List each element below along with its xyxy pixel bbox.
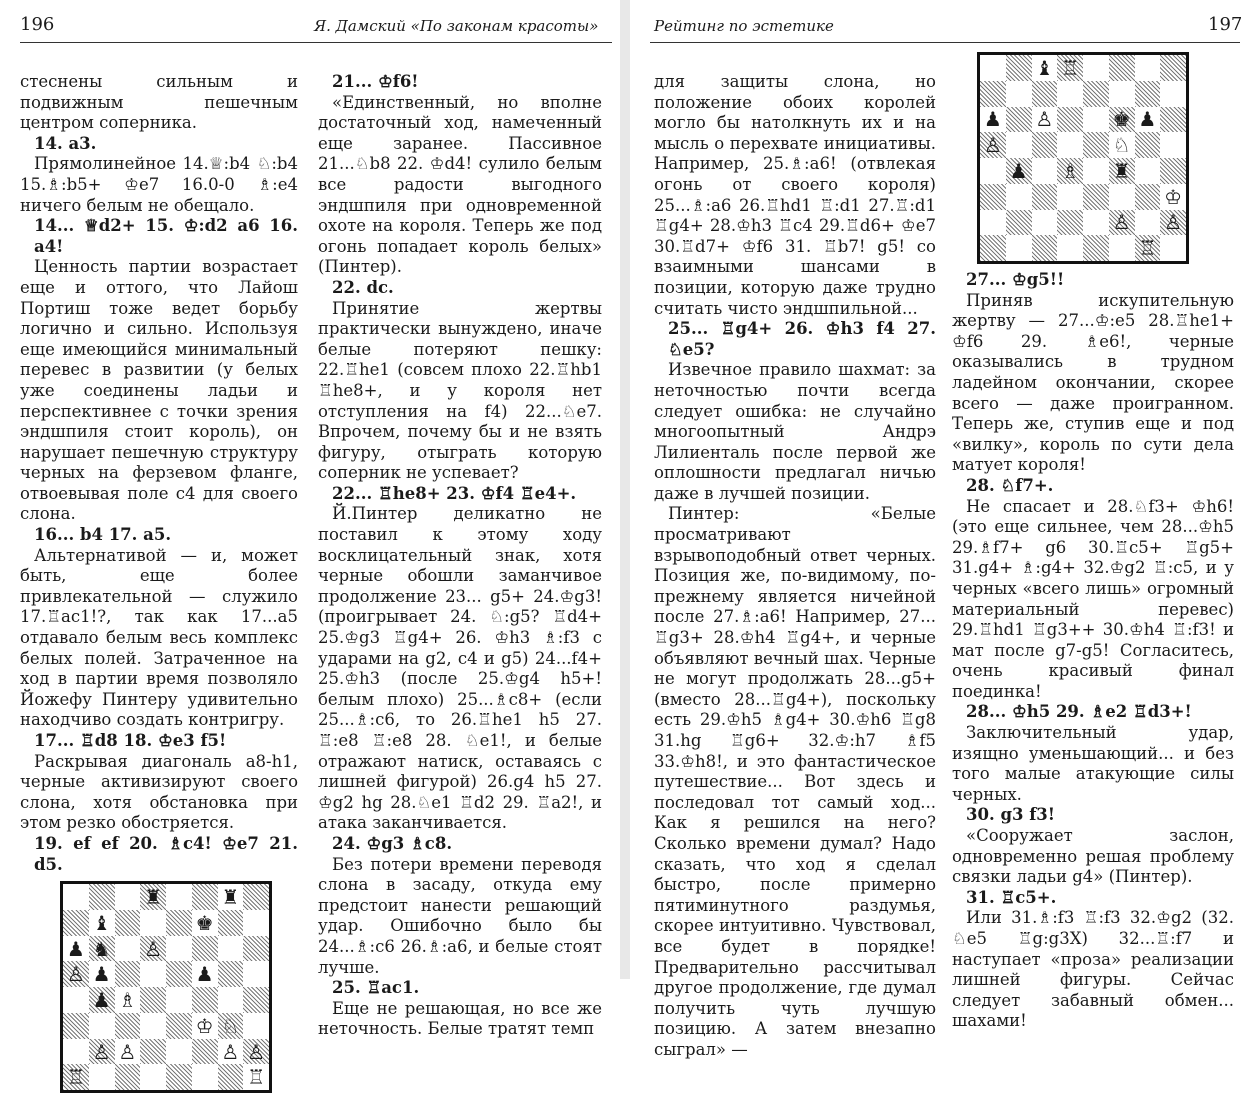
board-square <box>1109 107 1135 133</box>
board-square <box>1083 132 1109 158</box>
board-square <box>243 1064 269 1090</box>
board-square <box>218 961 244 987</box>
board-square <box>140 1064 166 1090</box>
board-square <box>1057 184 1083 210</box>
board-square <box>1057 235 1083 261</box>
board-square <box>1057 158 1083 184</box>
chess-piece-icon: ♟ <box>1009 158 1028 183</box>
board-square <box>63 1039 89 1065</box>
board-square <box>1057 55 1083 81</box>
board-square <box>1109 235 1135 261</box>
chess-piece-icon: ♙ <box>118 1039 137 1064</box>
left-running-header: Я. Дамский «По законам красоты» <box>314 17 599 35</box>
right-page <box>630 0 1254 1059</box>
commentary-paragraph: Ценность партии возрастает еще и оттого, что Лайош Портиш тоже ведет борьбу логично и сильно. Используя еще имеющийся минимальный перевес в развитии (у белых уже соединены ладьи и перспективнее с точки зрения эндшпиля стоит король), он нарушает пешечную структуру черных на ферзевом фланге, отвоевывая поле c4 для своего слона. <box>20 257 298 524</box>
chess-piece-icon: ♖ <box>1138 236 1157 261</box>
board-square <box>1006 132 1032 158</box>
board-square <box>1057 107 1083 133</box>
board-square <box>192 1064 218 1090</box>
chess-piece-icon: ♔ <box>1164 184 1183 209</box>
left-column-1-text <box>20 72 298 875</box>
board-square <box>218 1064 244 1090</box>
commentary-paragraph: Пинтер: «Белые просматривают взрывоподобный ответ черных. Позиция же, по-видимому, по-прежнему является ничейной после 27.♗:a6! Например, 27... ♖g3+ 28.♔h4 ♖g4+, и черные объявляют вечный шах. Черные не могут продолжать 28...g5+ (вместо 28...♖g4+), поскольку есть 29.♔h5 ♗g4+ 30.♔h6 ♖g8 31.hg ♖g6+ 32.♔:h7 ♗f5 33.♔h8!, и это фантастическое путешествие... Вот здесь и последовал тот самый ход... Как я решился на него? Сколько времени думал? Надо сказать, что ход я сделал быстро, после примерно пятиминутного раздумья, скорее интуитивно. Чувствовал, все будет в порядке! Предварительно рассчитывал другое продолжение, где думал получить чуть лучшую позицию. А затем внезапно сыграл» — <box>654 504 936 1059</box>
board-square <box>115 936 141 962</box>
board-square <box>1109 55 1135 81</box>
board-square <box>1160 158 1186 184</box>
move-line: 14. a3. <box>34 133 97 153</box>
chess-piece-icon: ♜ <box>1112 158 1131 183</box>
board-square <box>980 81 1006 107</box>
chess-piece-icon: ♖ <box>247 1065 266 1090</box>
board-square <box>1109 81 1135 107</box>
commentary-paragraph: Й.Пинтер деликатно не поставил к этому ходу восклицательный знак, хотя черные обошли заманчивое продолжение 23... g5+ 24.♔g3! (проигрывает 24. ♘:g5? ♖d4+ 25.♔g3 ♖g4+ 26. ♔h3 ♗:f3 с ударами на g2, c4 и g5) 24...f4+ 25.♔h3 (после 25.♔g4 h5+! белым плохо) 25...♗c8+ (если 25...♗:c6, то 26.♖he1 h5 27. ♖:e8 ♖:e8 28. ♘e1!, и белые отражают натиск, оставаясь с лишней фигурой) 26.g4 h5 27. ♔g2 hg 28.♘e1 ♖d2 29. ♖a2!, и атака заканчивается. <box>318 504 602 833</box>
board-square <box>1083 55 1109 81</box>
board-square <box>1057 132 1083 158</box>
left-column-2-text <box>318 72 602 1040</box>
board-square <box>89 987 115 1013</box>
commentary-paragraph: Раскрывая диагональ a8-h1, черные активизируют своего слона, хотя обстановка при этом резко обостряется. <box>20 751 298 833</box>
board-square <box>63 987 89 1013</box>
move-line: 31. ♖c5+. <box>966 887 1057 907</box>
move-line: 22... ♖he8+ 23. ♔f4 ♖e4+. <box>332 483 577 503</box>
board-square <box>243 884 269 910</box>
board-square <box>1109 210 1135 236</box>
chess-piece-icon: ♔ <box>195 1013 214 1038</box>
commentary-paragraph: Без потери времени переводя слона в засаду, откуда ему предстоит нанести решающий удар. Ошибочно было бы 24...♗:c6 26.♗:a6, и белые стоят лучше. <box>318 854 602 977</box>
chess-piece-icon: ♙ <box>92 1039 111 1064</box>
board-square <box>1135 158 1161 184</box>
chess-piece-icon: ♖ <box>66 1065 85 1090</box>
move-line: 16... b4 17. a5. <box>34 525 172 545</box>
board-square <box>243 1039 269 1065</box>
board-square <box>89 936 115 962</box>
board-square <box>1135 184 1161 210</box>
chess-diagram-right <box>977 52 1189 264</box>
board-square <box>166 1013 192 1039</box>
board-square <box>980 235 1006 261</box>
right-running-header: Рейтинг по эстетике <box>654 17 834 35</box>
board-square <box>1032 81 1058 107</box>
board-square <box>89 1039 115 1065</box>
board-square <box>166 961 192 987</box>
board-square <box>1083 210 1109 236</box>
chess-piece-icon: ♟ <box>1138 107 1157 132</box>
board-square <box>980 158 1006 184</box>
move-line: 21... ♔f6! <box>332 72 419 91</box>
board-square <box>115 987 141 1013</box>
right-column-2-text <box>952 270 1234 1032</box>
move-line: 17... ♖d8 18. ♔e3 f5! <box>34 731 227 750</box>
board-square <box>89 1064 115 1090</box>
chess-piece-icon: ♙ <box>66 962 85 987</box>
board-square <box>1135 132 1161 158</box>
board-square <box>140 961 166 987</box>
chess-piece-icon: ♗ <box>118 988 137 1013</box>
board-square <box>140 987 166 1013</box>
board-square <box>63 884 89 910</box>
commentary-paragraph: Еще не решающая, но все же неточность. Белые тратят темп <box>318 998 602 1039</box>
board-square <box>218 910 244 936</box>
board-square <box>140 884 166 910</box>
board-square <box>1109 132 1135 158</box>
move-line: 30. g3 f3! <box>966 805 1056 825</box>
commentary-paragraph: Приняв искупительную жертву — 27...♔:e5 28.♖he1+ ♔f6 29. ♗e6!, черные оказывались в трудном ладейном окончании, скорее всего — даже проигранном. Теперь же, ступив еще и под «вилку», король по сути дела матует короля! <box>952 290 1234 475</box>
chess-piece-icon: ♝ <box>92 910 111 935</box>
commentary-paragraph: «Единственный, но вполне достаточный ход, намеченный еще заранее. Пассивное 21...♘b8 22. ♔d4! сулило белым все радости выгодного эндшпиля при одновременной охоте на короля. Теперь же под огонь попадает король белых» (Пинтер). <box>318 92 602 277</box>
commentary-paragraph: Извечное правило шахмат: за неточностью почти всегда следует ошибка: не случайно многоопытный Андрэ Лилиенталь после первой же оплошности предлагал ничью даже в лучшей позиции. <box>654 360 936 503</box>
board-square <box>980 132 1006 158</box>
board-square <box>1006 210 1032 236</box>
board-square <box>1006 184 1032 210</box>
right-column-1-text <box>654 72 936 1061</box>
board-square <box>1083 235 1109 261</box>
commentary-paragraph: Прямолинейное 14.♕:b4 ♘:b4 15.♗:b5+ ♔e7 16.0-0 ♗:e4 ничего белым не обещало. <box>20 154 298 215</box>
chess-piece-icon: ♟ <box>983 107 1002 132</box>
board-square <box>140 936 166 962</box>
chess-piece-icon: ♘ <box>221 1013 240 1038</box>
board-square <box>89 910 115 936</box>
board-square <box>140 910 166 936</box>
left-page <box>0 0 620 1090</box>
board-square <box>1006 235 1032 261</box>
move-line: 22. dc. <box>332 277 394 297</box>
chess-piece-icon: ♘ <box>1112 133 1131 158</box>
book-gutter <box>620 0 630 979</box>
board-square <box>1032 107 1058 133</box>
board-square <box>1160 210 1186 236</box>
move-line: 14... ♕d2+ 15. ♔:d2 a6 16. a4! <box>34 216 298 256</box>
chess-piece-icon: ♚ <box>1112 107 1131 132</box>
board-square <box>115 1013 141 1039</box>
left-header-rule <box>20 42 612 43</box>
board-square <box>166 910 192 936</box>
move-line: 25. ♖ac1. <box>332 978 420 998</box>
chess-piece-icon: ♟ <box>92 988 111 1013</box>
board-square <box>1135 55 1161 81</box>
left-column-1 <box>20 72 298 1093</box>
board-square <box>166 1039 192 1065</box>
board-square <box>166 1064 192 1090</box>
board-square <box>1160 81 1186 107</box>
board-square <box>1135 81 1161 107</box>
move-line: 28... ♔h5 29. ♗e2 ♖d3+! <box>966 702 1192 722</box>
board-square <box>980 55 1006 81</box>
board-square <box>980 210 1006 236</box>
board-square <box>1032 210 1058 236</box>
chess-piece-icon: ♜ <box>144 885 163 910</box>
right-column-2 <box>952 52 1234 1032</box>
board-square <box>140 1013 166 1039</box>
chess-piece-icon: ♜ <box>221 885 240 910</box>
board-square <box>166 884 192 910</box>
right-page-number: 197 <box>1208 14 1243 35</box>
board-square <box>192 1013 218 1039</box>
left-page-number: 196 <box>20 14 55 35</box>
board-square <box>140 1039 166 1065</box>
move-line: 27... ♔g5!! <box>966 270 1065 289</box>
board-square <box>1160 184 1186 210</box>
board-square <box>243 910 269 936</box>
board-square <box>192 936 218 962</box>
commentary-paragraph: Заключительный удар, изящно уменьшающий... и без того малые атакующие силы черных. <box>952 723 1234 804</box>
board-square <box>243 987 269 1013</box>
commentary-paragraph: Альтернативой — и, может быть, еще более привлекательной — служило 17.♖ac1!?, так как 17...a5 отдавало белым весь комплекс белых полей. Затраченное на ход в партии время позволяло Йожефу Пинтеру удивительно находчиво создать контригру. <box>20 545 298 730</box>
board-square <box>115 1039 141 1065</box>
board-square <box>1032 235 1058 261</box>
board-square <box>63 936 89 962</box>
board-square <box>166 936 192 962</box>
board-square <box>218 936 244 962</box>
board-square <box>243 936 269 962</box>
board-square <box>1160 55 1186 81</box>
move-line: 19. ef ef 20. ♗c4! ♔e7 21. d5. <box>34 833 298 874</box>
board-square <box>243 1013 269 1039</box>
board-square <box>63 961 89 987</box>
chess-piece-icon: ♙ <box>221 1039 240 1064</box>
board-square <box>192 910 218 936</box>
board-square <box>1160 132 1186 158</box>
board-square <box>1135 235 1161 261</box>
board-square <box>63 910 89 936</box>
board-square <box>1083 107 1109 133</box>
chess-piece-icon: ♝ <box>1035 55 1054 80</box>
board-square <box>192 1039 218 1065</box>
commentary-paragraph: Принятие жертвы практически вынуждено, иначе белые потеряют пешку: 22.♖he1 (совсем плохо 22.♖hb1 ♖he8+, и у короля нет отступления на f4) 22...♘e7. Впрочем, почему бы и не взять фигуру, отыграть которую соперник не успевает? <box>318 298 602 483</box>
board-square <box>1109 158 1135 184</box>
commentary-paragraph: для защиты слона, но положение обоих королей могло бы натолкнуть их и на мысль о перехвате инициативы. Например, 25.♗:a6! (отвлекая огонь от своего короля) 25...♗:a6 26.♖hd1 ♖:d1 27.♖:d1 ♖g4+ 28.♔h3 ♖c4 29.♖d6+ ♔e7 30.♖d7+ ♔f6 31. ♖b7! g5! со взаимными шансами в позиции, которую даже трудно считать чисто эндшпильной... <box>654 72 936 318</box>
chess-piece-icon: ♟ <box>66 936 85 961</box>
chess-piece-icon: ♙ <box>247 1039 266 1064</box>
board-square <box>1032 55 1058 81</box>
board-square <box>115 961 141 987</box>
move-line: 24. ♔g3 ♗c8. <box>332 833 453 853</box>
chess-piece-icon: ♟ <box>195 962 214 987</box>
move-line: 28. ♘f7+. <box>966 475 1054 495</box>
chess-piece-icon: ♙ <box>144 936 163 961</box>
right-header-rule <box>650 42 1240 43</box>
chess-piece-icon: ♙ <box>1164 210 1183 235</box>
board-square <box>89 884 115 910</box>
board-square <box>1032 132 1058 158</box>
chess-piece-icon: ♙ <box>1035 107 1054 132</box>
board-square <box>89 1013 115 1039</box>
board-square <box>1032 184 1058 210</box>
board-square <box>243 961 269 987</box>
board-square <box>980 107 1006 133</box>
chess-piece-icon: ♙ <box>983 133 1002 158</box>
commentary-paragraph: «Сооружает заслон, одновременно решая проблему связки ладьи g4» (Пинтер). <box>952 826 1234 887</box>
board-square <box>192 884 218 910</box>
commentary-paragraph: стеснены сильным и подвижным пешечным центром соперника. <box>20 72 298 133</box>
board-square <box>192 987 218 1013</box>
chess-piece-icon: ♞ <box>92 936 111 961</box>
board-square <box>218 1039 244 1065</box>
board-square <box>166 987 192 1013</box>
board-square <box>1057 210 1083 236</box>
chess-piece-icon: ♟ <box>92 962 111 987</box>
board-square <box>1032 158 1058 184</box>
chess-piece-icon: ♚ <box>195 910 214 935</box>
chess-piece-icon: ♗ <box>1061 158 1080 183</box>
board-square <box>1135 210 1161 236</box>
board-square <box>218 987 244 1013</box>
chess-piece-icon: ♖ <box>1061 55 1080 80</box>
board-square <box>115 910 141 936</box>
board-square <box>1160 107 1186 133</box>
move-line: 25... ♖g4+ 26. ♔h3 f4 27. ♘e5? <box>668 319 936 359</box>
commentary-paragraph: Или 31.♗:f3 ♖:f3 32.♔g2 (32. ♘e5 ♖g:g3X) 32...♖:f7 и наступает «проза» реализации лишней фигуры. Сейчас следует забавный обмен... шахами! <box>952 908 1234 1031</box>
board-square <box>89 961 115 987</box>
board-square <box>218 884 244 910</box>
board-square <box>1135 107 1161 133</box>
board-square <box>1057 81 1083 107</box>
board-square <box>218 1013 244 1039</box>
board-square <box>1083 81 1109 107</box>
chess-piece-icon: ♙ <box>1112 210 1131 235</box>
board-square <box>1083 158 1109 184</box>
board-square <box>1006 158 1032 184</box>
chess-diagram-left <box>60 881 272 1093</box>
board-square <box>63 1064 89 1090</box>
left-column-2 <box>318 72 602 1040</box>
board-square <box>192 961 218 987</box>
commentary-paragraph: Не спасает и 28.♘f3+ ♔h6! (это еще сильнее, чем 28...♔h5 29.♗f7+ g6 30.♖c5+ ♖g5+ 31.g4+ ♗:g4+ 32.♔g2 ♖:c5, и у черных «всего лишь» огромный материальный перевес) 29.♖hd1 ♖g3++ 30.♔h4 ♖:f3! и мат после g7-g5! Согласитесь, очень красивый финал поединка! <box>952 496 1234 701</box>
board-square <box>1006 107 1032 133</box>
board-square <box>1160 235 1186 261</box>
board-square <box>1109 184 1135 210</box>
board-square <box>1006 55 1032 81</box>
board-square <box>115 1064 141 1090</box>
board-square <box>115 884 141 910</box>
board-square <box>1083 184 1109 210</box>
board-square <box>980 184 1006 210</box>
board-square <box>1006 81 1032 107</box>
right-column-1 <box>654 72 936 1061</box>
board-square <box>63 1013 89 1039</box>
